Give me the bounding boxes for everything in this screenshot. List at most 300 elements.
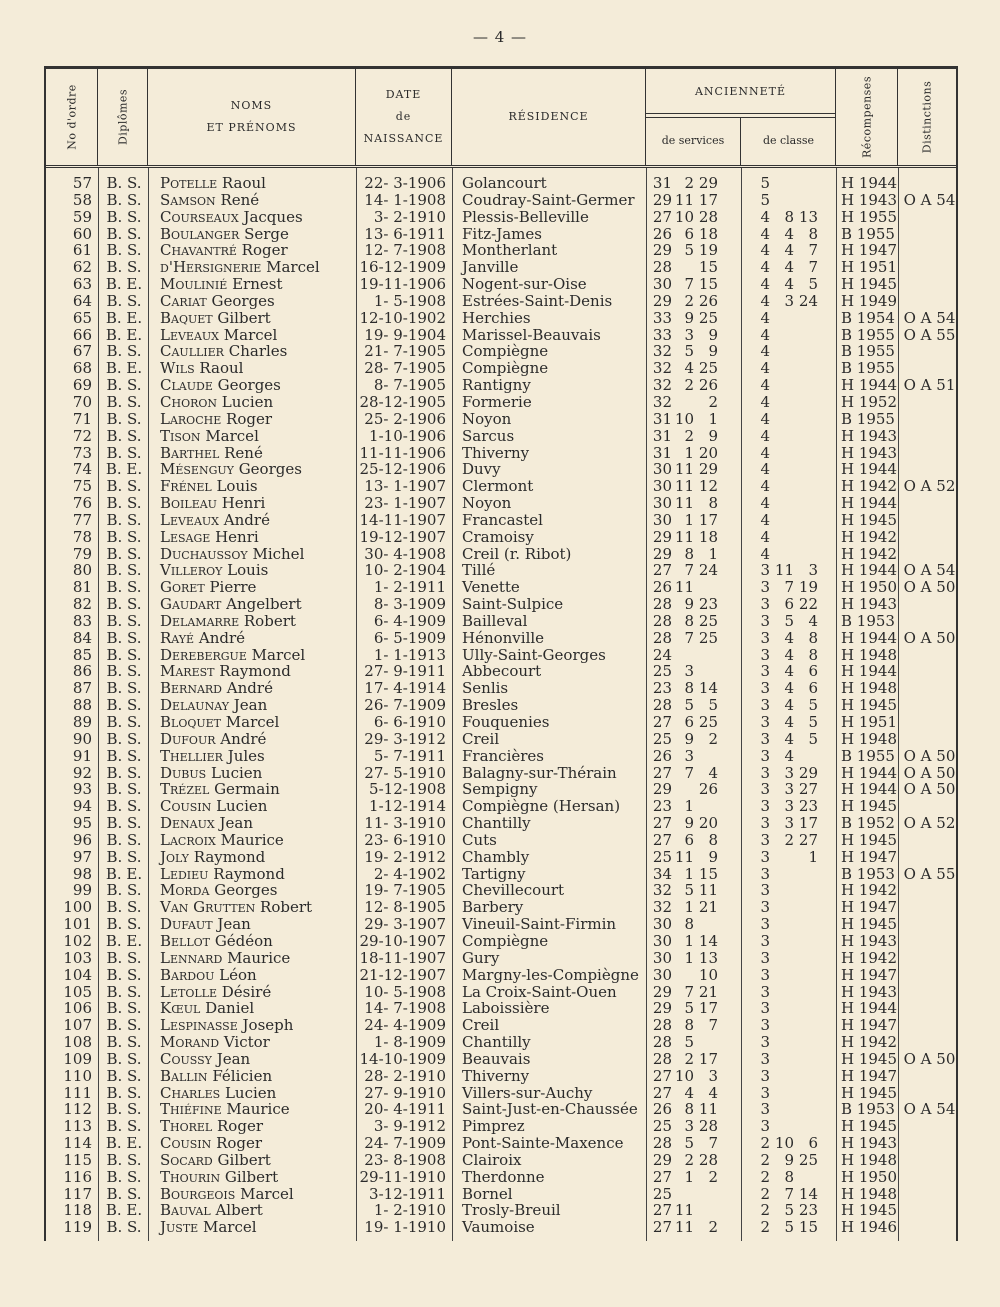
diplome: B. S. — [106, 477, 142, 496]
first-name: Marcel — [225, 713, 280, 731]
services-seniority — [650, 1186, 738, 1203]
birth-date: 27- 9-1910 — [364, 1083, 446, 1102]
recompense: H 1947 — [841, 1016, 898, 1035]
classe-days: 7 — [808, 258, 818, 277]
residence: La Croix-Saint-Ouen — [462, 982, 617, 1001]
recompense: H 1955 — [841, 207, 898, 226]
surname: Cousin — [160, 797, 212, 816]
services-years: 29 — [652, 527, 672, 546]
ordre-number: 63 — [72, 275, 92, 294]
birth-date: 30- 4-1908 — [364, 544, 446, 563]
birth-date: 1-10-1906 — [369, 426, 446, 445]
birth-date: 14-10-1909 — [359, 1049, 446, 1068]
services-days: 24 — [698, 561, 718, 580]
ordre-number: 79 — [72, 544, 92, 563]
table-row — [46, 731, 956, 748]
services-years: 28 — [652, 258, 672, 277]
services-months: 1 — [684, 864, 694, 883]
name-cell — [160, 209, 303, 226]
birth-date: 6- 6-1910 — [373, 713, 446, 731]
residence: Francières — [462, 746, 545, 765]
classe-years: 3 — [760, 662, 770, 681]
classe-seniority — [760, 1085, 830, 1102]
services-days: 3 — [708, 1066, 718, 1085]
services-days: 5 — [708, 696, 718, 715]
first-name: Marcel — [240, 1184, 294, 1203]
table-row — [46, 579, 956, 596]
services-months: 1 — [684, 1167, 694, 1186]
classe-seniority — [760, 276, 830, 293]
ordre-number: 95 — [72, 814, 92, 833]
birth-date: 16-12-1909 — [359, 258, 446, 277]
table-row — [46, 377, 956, 394]
first-name: Ernest — [232, 275, 283, 294]
ordre-number: 101 — [63, 915, 92, 934]
services-seniority — [650, 1152, 738, 1169]
name-cell — [160, 428, 259, 445]
classe-years: 4 — [760, 443, 770, 462]
services-days: 15 — [698, 275, 718, 294]
first-name: Robert — [243, 611, 296, 630]
services-months: 4 — [684, 359, 694, 378]
services-seniority — [650, 613, 738, 630]
table-row — [46, 630, 956, 647]
classe-months: 8 — [784, 207, 794, 226]
residence: Ully-Saint-Georges — [462, 645, 606, 664]
services-months: 11 — [674, 847, 694, 866]
diplome: B. S. — [106, 241, 142, 260]
ordre-number: 78 — [72, 527, 92, 546]
birth-date: 23- 1-1907 — [364, 494, 446, 513]
services-seniority — [650, 748, 738, 765]
table-row — [46, 478, 956, 495]
header-prenoms-label: ET PRÉNOMS — [206, 121, 297, 134]
first-name: Gilbert — [217, 1150, 271, 1169]
distinction: O A 52 — [903, 477, 956, 496]
name-cell — [160, 192, 259, 209]
first-name: René — [220, 190, 260, 209]
surname: Bauval — [160, 1201, 211, 1220]
services-years: 27 — [652, 1167, 672, 1186]
classe-years: 3 — [760, 965, 770, 984]
recompense: H 1942 — [841, 477, 898, 496]
classe-years: 4 — [760, 494, 770, 513]
services-months: 9 — [684, 729, 694, 748]
recompense: B 1953 — [841, 1100, 895, 1119]
diplome: B. S. — [106, 696, 142, 715]
classe-seniority — [760, 748, 830, 765]
classe-years: 4 — [760, 342, 770, 361]
recompense: H 1944 — [841, 174, 898, 192]
classe-seniority — [760, 781, 830, 798]
classe-days: 6 — [808, 1134, 818, 1153]
services-years: 30 — [652, 460, 672, 479]
classe-years: 3 — [760, 1016, 770, 1035]
services-seniority — [650, 377, 738, 394]
residence: Sarcus — [462, 426, 515, 445]
recompense: B 1955 — [841, 746, 895, 765]
surname: Kœul — [160, 999, 201, 1018]
diplome: B. S. — [106, 561, 142, 580]
name-cell — [160, 562, 268, 579]
recompense: H 1945 — [841, 696, 898, 715]
residence: Thiverny — [462, 1066, 530, 1085]
residence: Compiègne (Hersan) — [462, 797, 621, 816]
ordre-number: 104 — [63, 965, 92, 984]
services-days: 17 — [698, 190, 718, 209]
surname: Samson — [160, 190, 216, 209]
diplome: B. S. — [106, 847, 142, 866]
recompense: H 1944 — [841, 628, 898, 647]
services-days: 23 — [698, 595, 718, 614]
first-name: Raymond — [219, 662, 291, 681]
surname: Lacroix — [160, 830, 216, 849]
birth-date: 27- 5-1910 — [364, 763, 446, 782]
services-seniority — [650, 175, 738, 192]
services-days: 13 — [698, 948, 718, 967]
services-days: 14 — [698, 931, 718, 950]
services-years: 32 — [652, 881, 672, 900]
classe-days: 13 — [798, 207, 818, 226]
recompense: H 1950 — [841, 578, 898, 597]
first-name: Jules — [227, 746, 265, 765]
diplome: B. E. — [105, 460, 143, 479]
classe-seniority — [760, 882, 830, 899]
birth-date: 24- 7-1909 — [364, 1134, 446, 1153]
services-seniority — [650, 478, 738, 495]
table-row — [46, 899, 956, 916]
ordre-number: 73 — [72, 443, 92, 462]
ordre-number: 111 — [63, 1083, 92, 1102]
services-seniority — [650, 1085, 738, 1102]
services-months: 7 — [684, 763, 694, 782]
classe-months: 4 — [784, 224, 794, 243]
name-cell — [160, 1118, 263, 1135]
services-years: 29 — [652, 982, 672, 1001]
name-cell — [160, 967, 257, 984]
classe-years: 3 — [760, 948, 770, 967]
surname: Boileau — [160, 494, 217, 513]
birth-date: 11- 3-1910 — [364, 814, 446, 833]
residence: Balagny-sur-Thérain — [462, 763, 617, 782]
table-row — [46, 596, 956, 613]
classe-seniority — [760, 933, 830, 950]
birth-date: 2- 4-1902 — [373, 864, 446, 883]
classe-years: 4 — [760, 241, 770, 260]
first-name: Roger — [217, 1117, 263, 1136]
header-classe-label: de classe — [762, 134, 815, 147]
recompense: H 1944 — [841, 494, 898, 513]
diplome: B. S. — [106, 1167, 142, 1186]
ordre-number: 113 — [63, 1117, 92, 1136]
diplome: B. S. — [106, 948, 142, 967]
services-years: 31 — [652, 174, 672, 192]
surname: Claude — [160, 376, 213, 395]
services-seniority — [650, 512, 738, 529]
services-seniority — [650, 967, 738, 984]
classe-months: 2 — [784, 830, 794, 849]
birth-date: 18-11-1907 — [359, 948, 446, 967]
services-years: 24 — [652, 645, 672, 664]
table-row — [46, 697, 956, 714]
services-days: 9 — [708, 342, 718, 361]
classe-seniority — [760, 832, 830, 849]
services-months: 9 — [684, 595, 694, 614]
services-seniority — [650, 647, 738, 664]
recompense: H 1945 — [841, 1083, 898, 1102]
name-cell — [160, 1000, 254, 1017]
surname: Letolle — [160, 982, 217, 1001]
residence: Villers-sur-Auchy — [462, 1083, 593, 1102]
ordre-number: 74 — [72, 460, 92, 479]
services-seniority — [650, 815, 738, 832]
services-months: 5 — [684, 1033, 694, 1052]
services-years: 27 — [652, 1218, 672, 1237]
birth-date: 6- 4-1909 — [373, 611, 446, 630]
surname: Bernard — [160, 679, 223, 698]
distinction: O A 50 — [903, 746, 956, 765]
ordre-number: 115 — [63, 1150, 92, 1169]
surname: Gaudart — [160, 595, 222, 614]
first-name: Louis — [216, 477, 258, 496]
services-seniority — [650, 226, 738, 243]
recompense: H 1948 — [841, 729, 898, 748]
services-months: 9 — [684, 308, 694, 327]
residence: Chevillecourt — [462, 881, 565, 900]
diplome: B. S. — [106, 1049, 142, 1068]
services-months: 8 — [684, 1100, 694, 1119]
surname: Thellier — [160, 746, 223, 765]
classe-years: 4 — [760, 409, 770, 428]
table-row — [46, 242, 956, 259]
ordre-number: 102 — [63, 931, 92, 950]
birth-date: 10- 2-1904 — [364, 561, 446, 580]
services-seniority — [650, 259, 738, 276]
services-months: 10 — [674, 207, 694, 226]
classe-months: 4 — [784, 662, 794, 681]
first-name: Roger — [226, 409, 273, 428]
services-months: 3 — [684, 746, 694, 765]
classe-days: 23 — [798, 797, 818, 816]
header-anciennete — [646, 69, 836, 165]
services-seniority — [650, 461, 738, 478]
classe-years: 3 — [760, 628, 770, 647]
services-months: 7 — [684, 561, 694, 580]
services-days: 25 — [698, 359, 718, 378]
classe-seniority — [760, 899, 830, 916]
table-row — [46, 1135, 956, 1152]
diplome: B. S. — [106, 1016, 142, 1035]
residence: Estrées-Saint-Denis — [462, 291, 613, 310]
services-years: 32 — [652, 392, 672, 411]
recompense: H 1942 — [841, 1033, 898, 1052]
services-seniority — [650, 242, 738, 259]
services-months: 2 — [684, 426, 694, 445]
surname: Bloquet — [160, 713, 222, 731]
recompense: H 1943 — [841, 982, 898, 1001]
ordre-number: 66 — [72, 325, 92, 344]
services-days: 15 — [698, 864, 718, 883]
classe-seniority — [760, 495, 830, 512]
services-days: 12 — [698, 477, 718, 496]
first-name: Raymond — [213, 864, 285, 883]
residence: Vineuil-Saint-Firmin — [462, 915, 617, 934]
diplome: B. S. — [106, 965, 142, 984]
services-seniority — [650, 950, 738, 967]
header-anciennete-label: ANCIENNETÉ — [694, 85, 786, 98]
name-cell — [160, 394, 273, 411]
first-name: Jean — [233, 696, 268, 715]
residence: Duvy — [462, 460, 501, 479]
classe-years: 3 — [760, 814, 770, 833]
table-row — [46, 529, 956, 546]
ordre-number: 112 — [63, 1100, 92, 1119]
surname: Morda — [160, 881, 210, 900]
name-cell — [160, 579, 256, 596]
table-row — [46, 1186, 956, 1203]
birth-date: 12-10-1902 — [359, 308, 446, 327]
name-cell — [160, 411, 272, 428]
services-years: 32 — [652, 376, 672, 395]
ordre-number: 103 — [63, 948, 92, 967]
services-days: 28 — [698, 1150, 718, 1169]
services-days: 2 — [708, 1167, 718, 1186]
classe-years: 3 — [760, 696, 770, 715]
diplome: B. S. — [106, 258, 142, 277]
name-cell — [160, 1051, 250, 1068]
name-cell — [160, 310, 271, 327]
services-seniority — [650, 310, 738, 327]
services-months: 5 — [684, 342, 694, 361]
birth-date: 25-12-1906 — [359, 460, 446, 479]
services-months: 7 — [684, 628, 694, 647]
birth-date: 14- 7-1908 — [364, 999, 446, 1018]
services-seniority — [650, 428, 738, 445]
services-days: 4 — [708, 1083, 718, 1102]
services-years: 25 — [652, 1117, 672, 1136]
services-years: 23 — [652, 797, 672, 816]
services-years: 28 — [652, 1016, 672, 1035]
table-row — [46, 849, 956, 866]
classe-days: 5 — [808, 729, 818, 748]
surname: Juste — [160, 1218, 199, 1237]
diplome: B. S. — [106, 628, 142, 647]
classe-seniority — [760, 226, 830, 243]
name-cell — [160, 950, 290, 967]
birth-date: 22- 3-1906 — [364, 174, 446, 192]
classe-seniority — [760, 630, 830, 647]
services-years: 29 — [652, 999, 672, 1018]
recompense: B 1955 — [841, 224, 895, 243]
services-months: 7 — [684, 982, 694, 1001]
diplome: B. S. — [106, 611, 142, 630]
classe-seniority — [760, 613, 830, 630]
diplome: B. S. — [106, 830, 142, 849]
table-row — [46, 293, 956, 310]
services-days: 14 — [698, 679, 718, 698]
classe-days: 19 — [798, 578, 818, 597]
ordre-number: 100 — [63, 898, 92, 917]
birth-date: 19- 2-1912 — [364, 847, 446, 866]
classe-seniority — [760, 1202, 830, 1219]
table-row — [46, 1051, 956, 1068]
diplome: B. S. — [106, 662, 142, 681]
diplome: B. E. — [105, 1201, 143, 1220]
classe-years: 3 — [760, 1066, 770, 1085]
classe-years: 3 — [760, 1100, 770, 1119]
first-name: Maurice — [220, 830, 284, 849]
residence: Bresles — [462, 696, 519, 715]
birth-date: 3- 9-1912 — [373, 1117, 446, 1136]
name-cell — [160, 512, 270, 529]
services-seniority — [650, 984, 738, 1001]
services-days: 17 — [698, 999, 718, 1018]
classe-days: 5 — [808, 713, 818, 731]
surname: Charles — [160, 1083, 221, 1102]
diplome: B. S. — [106, 1150, 142, 1169]
services-seniority — [650, 1051, 738, 1068]
birth-date: 14- 1-1908 — [364, 190, 446, 209]
surname: Lespinasse — [160, 1016, 238, 1035]
services-years: 29 — [652, 241, 672, 260]
classe-years: 3 — [760, 1033, 770, 1052]
classe-years: 4 — [760, 510, 770, 529]
ordre-number: 88 — [72, 696, 92, 715]
residence: Pimprez — [462, 1117, 525, 1136]
birth-date: 8- 7-1905 — [373, 376, 446, 395]
birth-date: 28-12-1905 — [359, 392, 446, 411]
services-months: 11 — [674, 578, 694, 597]
recompense: H 1947 — [841, 965, 898, 984]
residence: Vaumoise — [462, 1218, 535, 1237]
first-name: André — [198, 628, 246, 647]
classe-years: 4 — [760, 308, 770, 327]
recompense: B 1955 — [841, 325, 895, 344]
birth-date: 21-12-1907 — [359, 965, 446, 984]
name-cell — [160, 731, 266, 748]
name-cell — [160, 866, 285, 883]
diplome: B. S. — [106, 898, 142, 917]
recompense: H 1942 — [841, 544, 898, 563]
first-name: Gilbert — [217, 308, 271, 327]
surname: Wils — [160, 359, 195, 378]
birth-date: 28- 7-1905 — [364, 359, 446, 378]
first-name: Maurice — [226, 1100, 290, 1119]
services-years: 30 — [652, 494, 672, 513]
ordre-number: 110 — [63, 1066, 92, 1085]
services-days: 25 — [698, 713, 718, 731]
recompense: H 1945 — [841, 830, 898, 849]
birth-date: 24- 4-1909 — [364, 1016, 446, 1035]
services-months: 11 — [674, 190, 694, 209]
classe-seniority — [760, 1017, 830, 1034]
services-days: 21 — [698, 898, 718, 917]
services-months: 1 — [684, 797, 694, 816]
classe-years: 2 — [760, 1218, 770, 1237]
classe-seniority — [760, 209, 830, 226]
services-seniority — [650, 1034, 738, 1051]
classe-years: 3 — [760, 1117, 770, 1136]
services-months: 11 — [674, 460, 694, 479]
table-row — [46, 226, 956, 243]
classe-seniority — [760, 680, 830, 697]
diplome: B. S. — [106, 797, 142, 816]
birth-date: 19-12-1907 — [359, 527, 446, 546]
name-cell — [160, 765, 262, 782]
birth-date: 19-11-1906 — [359, 275, 446, 294]
residence: Noyon — [462, 409, 512, 428]
recompense: H 1951 — [841, 713, 898, 731]
